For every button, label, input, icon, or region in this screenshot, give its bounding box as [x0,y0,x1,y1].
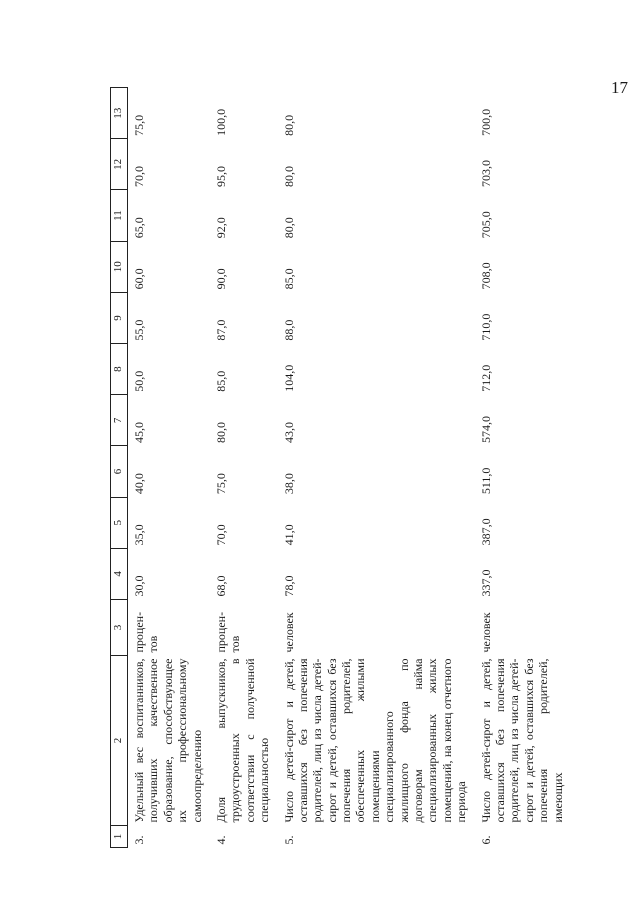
value-cell: 337,0 [478,569,493,597]
value-cell: 92,0 [213,217,228,239]
value-cell: 35,0 [132,524,146,546]
value-cell: 43,0 [281,421,296,443]
indicator-description: Доля выпускников, трудоустроенных в соответствии с полученной специальностью [213,658,272,823]
rotated-table-container [110,88,630,848]
column-number: 7 [111,395,128,446]
indicators-table [110,87,571,848]
unit: процен-тов [132,611,161,653]
value-cell: 50,0 [132,370,146,392]
value-cell: 80,0 [213,421,228,443]
value-cell: 87,0 [213,319,228,341]
value-cell: 705,0 [478,211,493,239]
value-cell: 80,0 [281,217,296,239]
value-cell: 80,0 [281,114,296,136]
page-number: 17 [611,78,628,97]
value-cell: 85,0 [281,268,296,290]
column-number: 11 [111,190,128,241]
column-number: 12 [111,139,128,190]
table-row [210,88,278,848]
unit: человек [281,612,296,653]
unit: человек [478,612,493,653]
value-cell: 70,0 [213,524,228,546]
value-cell: 75,0 [132,114,146,136]
value-cell: 41,0 [281,524,296,546]
value-cell: 30,0 [132,575,146,597]
column-number: 10 [111,241,128,292]
row-number: 3. [132,835,146,845]
value-cell: 68,0 [213,575,228,597]
column-number: 13 [111,88,128,139]
table-row [475,88,571,848]
value-cell: 60,0 [132,268,146,290]
value-cell: 85,0 [213,370,228,392]
column-number: 1 [111,826,128,848]
value-cell: 88,0 [281,319,296,341]
value-cell: 104,0 [281,364,296,392]
column-number: 9 [111,292,128,343]
value-cell: 712,0 [478,364,493,392]
unit: процен-тов [213,611,243,653]
column-number: 6 [111,446,128,497]
value-cell: 65,0 [132,217,146,239]
value-cell: 90,0 [213,268,228,290]
value-cell: 40,0 [132,473,146,495]
value-cell: 700,0 [478,108,493,136]
row-number: 5. [281,835,296,845]
indicator-description: Удельный вес воспитанников, получивших качественное образование, способствующее их профессиональному самоопределению [132,658,204,823]
value-cell: 70,0 [132,166,146,187]
column-number-header [111,88,128,848]
value-cell: 100,0 [213,108,228,136]
column-number: 4 [111,548,128,599]
value-cell: 387,0 [478,518,493,546]
value-cell: 75,0 [213,473,228,495]
value-cell: 703,0 [478,160,493,187]
value-cell: 511,0 [478,467,493,495]
row-number: 4. [213,835,228,845]
value-cell: 95,0 [213,166,228,187]
table-row [278,88,475,848]
column-number: 2 [111,656,128,826]
value-cell: 80,0 [281,166,296,187]
indicator-description: Число детей-сирот и детей, оставшихся без попечения родителей, лиц из числа детей-сирот и детей, оставшихся без попечения родителей, обеспеченных жилыми помещениями специализированного жилищного фонда по договорам найма специализированных жилых помещений, на конец отчетного периода [281,658,469,823]
value-cell: 574,0 [478,415,493,443]
column-number: 5 [111,497,128,548]
row-number: 6. [478,835,493,845]
indicator-description: Число детей-сирот и детей, оставшихся без попечения родителей, лиц из числа детей-сирот и детей, оставшихся без попечения родителей, имеющих [478,658,565,823]
value-cell: 710,0 [478,313,493,341]
value-cell: 45,0 [132,421,146,443]
value-cell: 708,0 [478,262,493,290]
value-cell: 78,0 [281,575,296,597]
column-number: 3 [111,600,128,656]
table-row [128,88,210,848]
column-number: 8 [111,344,128,395]
value-cell: 55,0 [132,319,146,341]
value-cell: 38,0 [281,473,296,495]
